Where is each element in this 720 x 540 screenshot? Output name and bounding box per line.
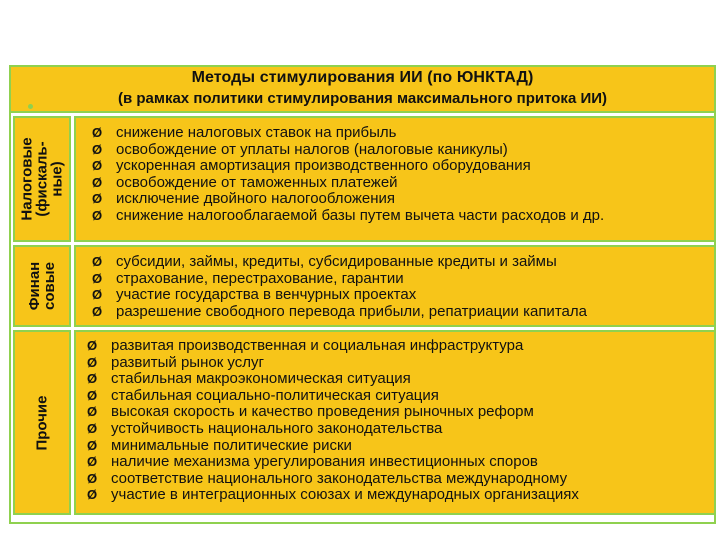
list-item: Ø устойчивость национального законодательства (87, 419, 443, 437)
arrowhead-bullet-icon: Ø (92, 287, 103, 303)
arrowhead-bullet-icon: Ø (92, 158, 103, 174)
arrowhead-bullet-icon: Ø (92, 254, 103, 269)
page-subtitle: (в рамках политики стимулирования максимального притока ИИ) (117, 90, 608, 107)
arrowhead-bullet-icon: Ø (92, 191, 103, 207)
page-title: Методы стимулирования ИИ (по ЮНКТАД) (191, 69, 534, 86)
arrowhead-bullet-icon: Ø (92, 174, 103, 190)
arrowhead-bullet-icon: Ø (87, 437, 98, 453)
arrowhead-bullet-icon: Ø (87, 487, 98, 503)
list-item: Ø минимальные политические риски (87, 436, 352, 454)
list-item: Ø стабильная макроэкономическая ситуация (87, 370, 411, 388)
list-item: Ø соответствие национального законодательства международному (87, 469, 568, 487)
arrowhead-bullet-icon: Ø (92, 207, 103, 223)
arrowhead-bullet-icon: Ø (87, 470, 98, 486)
arrowhead-bullet-icon: Ø (92, 303, 103, 319)
group-label-text: Прочие (33, 394, 51, 451)
arrowhead-bullet-icon: Ø (87, 338, 98, 353)
connector-dot (28, 104, 33, 109)
item-list (87, 338, 714, 504)
arrowhead-bullet-icon: Ø (92, 270, 103, 286)
group-panel-financial (74, 245, 716, 327)
list-item: Ø развитая производственная и социальная инфраструктура (87, 337, 524, 354)
group-label-other (13, 330, 71, 515)
group-panel-tax (74, 116, 716, 242)
arrowhead-bullet-icon: Ø (87, 371, 98, 387)
arrowhead-bullet-icon: Ø (87, 420, 98, 436)
arrowhead-bullet-icon: Ø (87, 387, 98, 403)
arrowhead-bullet-icon: Ø (87, 454, 98, 470)
header-box (9, 65, 716, 113)
list-item: Ø стабильная социально-политическая ситуация (87, 386, 439, 404)
list-item: Ø субсидии, займы, кредиты, субсидированные кредиты и займы (92, 253, 557, 270)
arrowhead-bullet-icon: Ø (92, 125, 103, 140)
list-item: Ø наличие механизма урегулирования инвестиционных споров (87, 453, 538, 471)
arrowhead-bullet-icon: Ø (87, 404, 98, 420)
group-label-text: Финан совые (26, 261, 58, 311)
list-item: Ø участие государства в венчурных проектах (92, 286, 417, 304)
arrowhead-bullet-icon: Ø (87, 354, 98, 370)
list-item: Ø разрешение свободного перевода прибыли, репатриации капитала (92, 302, 587, 320)
group-label-text: Налоговые (фискаль- ные) (18, 137, 66, 221)
item-list (92, 254, 714, 320)
list-item: Ø участие в интеграционных союзах и международных организациях (87, 486, 579, 504)
list-item: Ø освобождение от уплаты налогов (налоговые каникулы) (92, 140, 508, 158)
list-item: Ø высокая скорость и качество проведения рыночных реформ (87, 403, 534, 421)
list-item: Ø снижение налогооблагаемой базы путем вычета части расходов и др. (92, 206, 605, 224)
arrowhead-bullet-icon: Ø (92, 141, 103, 157)
group-label-tax (13, 116, 71, 242)
group-panel-other (74, 330, 716, 515)
list-item: Ø страхование, перестрахование, гарантии (92, 269, 404, 287)
item-list (92, 125, 714, 225)
list-item: Ø ускоренная амортизация производственного оборудования (92, 157, 531, 175)
list-item: Ø развитый рынок услуг (87, 353, 264, 371)
group-label-financial (13, 245, 71, 327)
list-item: Ø исключение двойного налогообложения (92, 190, 396, 208)
list-item: Ø освобождение от таможенных платежей (92, 173, 398, 191)
list-item: Ø снижение налоговых ставок на прибыль (92, 124, 397, 141)
